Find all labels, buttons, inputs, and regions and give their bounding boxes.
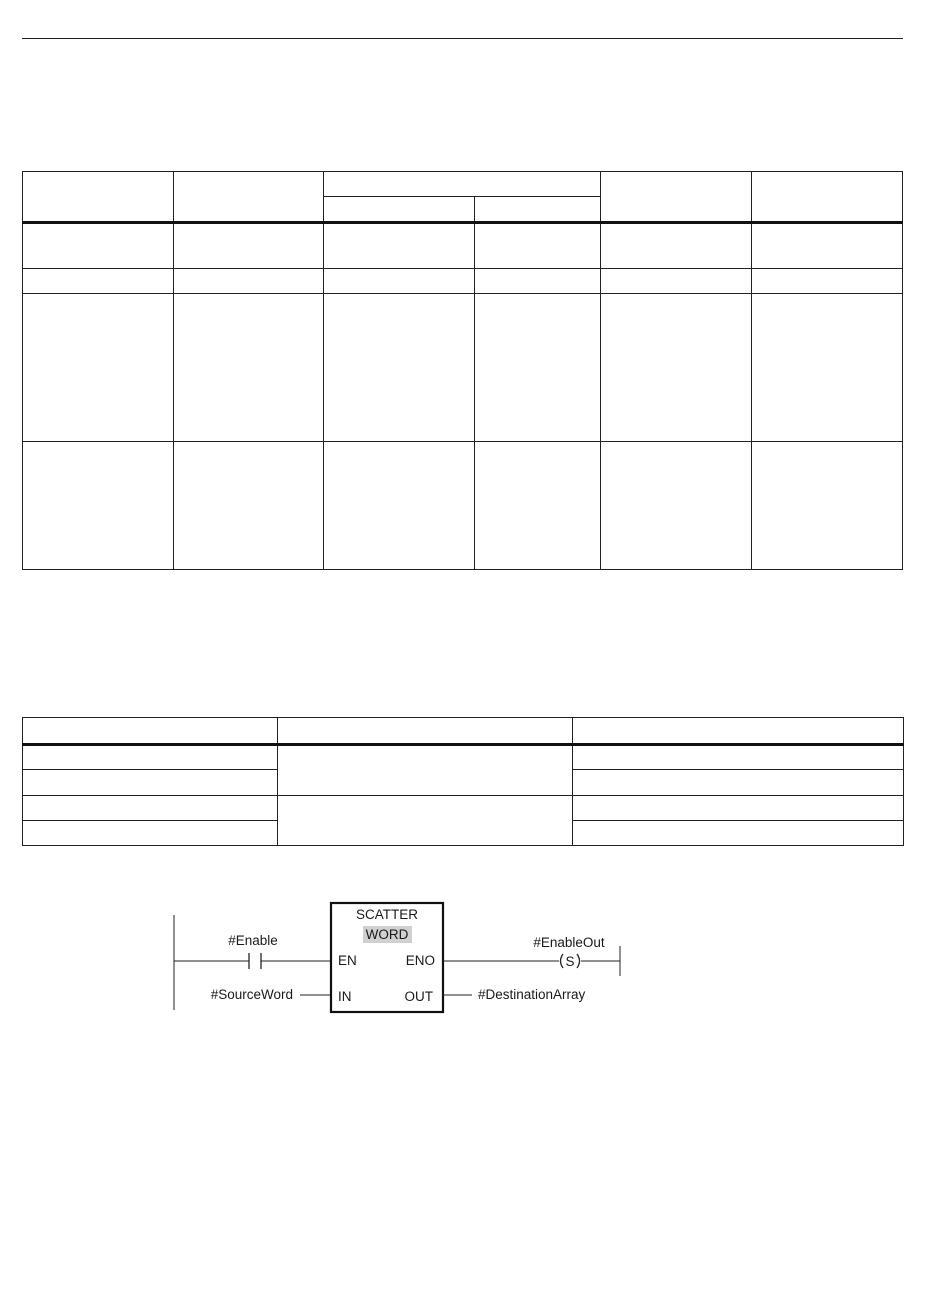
table-cell	[601, 223, 752, 269]
coil-label: #EnableOut	[533, 935, 605, 950]
table-cell	[475, 269, 601, 294]
data-type-selector[interactable]: WORD	[365, 927, 409, 942]
coil-icon	[577, 954, 580, 968]
table-row	[23, 796, 904, 821]
table-cell	[752, 294, 903, 442]
table-cell	[324, 223, 475, 269]
header-cell	[174, 172, 324, 223]
table-cell	[752, 269, 903, 294]
table-cell	[23, 745, 278, 770]
pin-eno: ENO	[405, 953, 435, 968]
header-subcell	[475, 197, 601, 223]
table-cell	[174, 294, 324, 442]
header-cell	[573, 718, 904, 745]
table-row	[23, 223, 903, 269]
table-header-row	[23, 172, 903, 197]
table-row	[23, 294, 903, 442]
parameters-table	[22, 171, 903, 570]
table-row	[23, 442, 903, 570]
table-cell	[475, 294, 601, 442]
table-cell	[23, 442, 174, 570]
table-cell	[752, 442, 903, 570]
table-cell	[601, 269, 752, 294]
header-cell	[601, 172, 752, 223]
table-cell	[475, 442, 601, 570]
table-cell	[573, 821, 904, 846]
table-header-row	[23, 718, 904, 745]
table-cell-merged	[278, 796, 573, 846]
table-cell	[573, 796, 904, 821]
table-row	[23, 745, 904, 770]
table-cell	[174, 442, 324, 570]
table-cell	[174, 269, 324, 294]
table-cell	[324, 269, 475, 294]
header-subcell	[324, 197, 475, 223]
table-cell	[601, 442, 752, 570]
header-cell	[752, 172, 903, 223]
table-cell	[23, 796, 278, 821]
table-cell	[601, 294, 752, 442]
table-cell	[23, 294, 174, 442]
table-cell	[324, 294, 475, 442]
pin-en: EN	[338, 953, 357, 968]
header-group-cell	[324, 172, 601, 197]
table-cell	[23, 223, 174, 269]
ladder-diagram	[160, 895, 640, 1025]
header-rule	[22, 38, 903, 39]
pin-out: OUT	[404, 989, 433, 1004]
pin-in: IN	[338, 989, 352, 1004]
table-cell	[324, 442, 475, 570]
table-cell	[23, 269, 174, 294]
table-cell	[752, 223, 903, 269]
table-cell	[23, 770, 278, 796]
table-cell	[475, 223, 601, 269]
table-cell-merged	[278, 745, 573, 796]
table-cell	[573, 745, 904, 770]
instruction-name: SCATTER	[355, 907, 419, 922]
header-cell	[23, 172, 174, 223]
table-cell	[174, 223, 324, 269]
output-operand: #DestinationArray	[478, 987, 586, 1002]
coil-type: S	[565, 954, 575, 969]
contact-label: #Enable	[228, 933, 278, 948]
table-cell	[573, 770, 904, 796]
header-cell	[278, 718, 573, 745]
coil-icon	[561, 954, 564, 968]
input-operand: #SourceWord	[210, 987, 293, 1002]
table-row	[23, 269, 903, 294]
table-cell	[23, 821, 278, 846]
example-table	[22, 717, 904, 846]
header-cell	[23, 718, 278, 745]
